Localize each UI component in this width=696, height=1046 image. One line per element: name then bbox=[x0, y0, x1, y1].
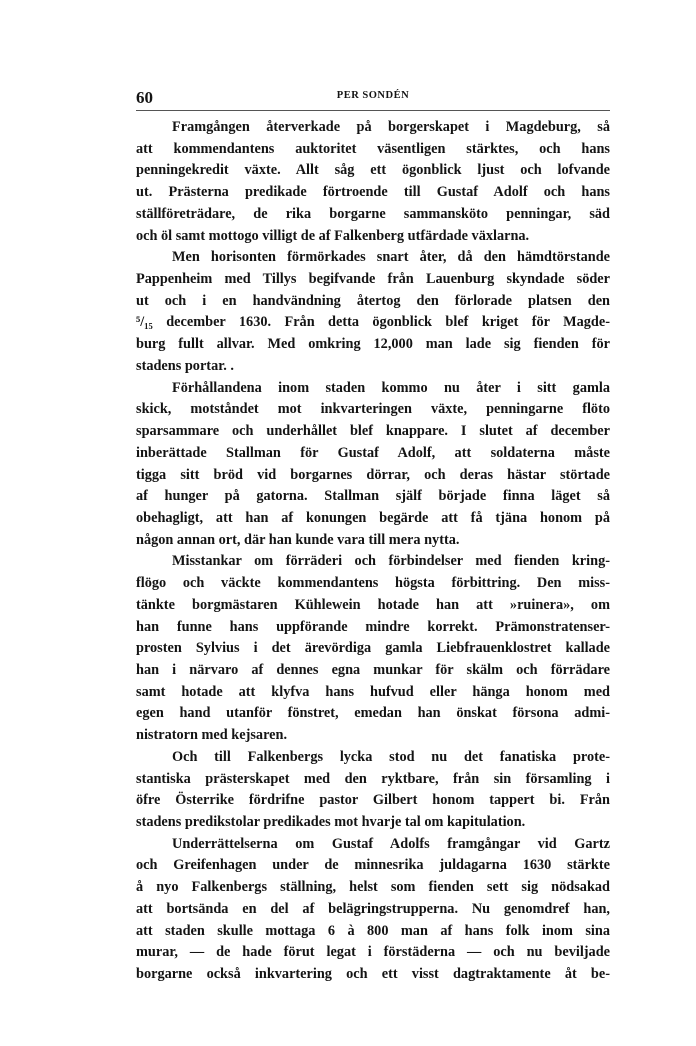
text-line: ⁵/₁₅ december 1630. Från detta ögonblick blef kriget för Magde- bbox=[136, 314, 610, 331]
text-line: Pappenheim med Tillys begifvande från Lauenburg skyndade söder bbox=[136, 271, 610, 288]
text-line: Misstankar om förräderi och förbindelser med fienden kring- bbox=[172, 553, 610, 570]
text-line: och Greifenhagen under de minnesrika juldagarna 1630 stärkte bbox=[136, 857, 610, 874]
text-line: någon annan ort, där han kunde vara till mera nytta. bbox=[136, 531, 460, 548]
text-line: inberättade Stallman för Gustaf Adolf, att soldaterna måste bbox=[136, 444, 610, 461]
text-line: Underrättelserna om Gustaf Adolfs framgångar vid Gartz bbox=[172, 835, 610, 852]
text-line: penningekredit växte. Allt såg ett ögonblick ljust och lofvande bbox=[136, 162, 610, 179]
text-line: stadens predikstolar predikades mot hvarje tal om kapitulation. bbox=[136, 814, 526, 830]
text-line: sparsammare och underhållet blef knappare. I slutet af december bbox=[136, 423, 610, 440]
text-line: att kommendantens auktoritet väsentligen stärktes, och hans bbox=[136, 140, 610, 157]
text-line: Förhållandena inom staden kommo nu åter i sitt gamla bbox=[172, 379, 610, 396]
text-line: prosten Sylvius i det ärevördiga gamla Liebfrauenklostret kallade bbox=[136, 640, 610, 657]
text-line: egen hand utanför fönstret, emedan han önskat försona admi- bbox=[136, 705, 610, 722]
text-line: tänkte borgmästaren Kühlewein hotade han att »ruinera», om bbox=[136, 596, 610, 613]
text-line: murar, — de hade förut legat i förstäderna — och nu beviljade bbox=[136, 944, 610, 961]
text-line: flögo och väckte kommendantens högsta förbittring. Den miss- bbox=[136, 575, 610, 592]
text-line: skick, motståndet mot inkvarteringen växte, penningarne flöto bbox=[136, 401, 610, 418]
body-text bbox=[136, 117, 610, 986]
text-line: tigga sitt bröd vid borgarnes dörrar, och deras hästar störtade bbox=[136, 466, 610, 483]
text-line: Och till Falkenbergs lycka stod nu det fanatiska prote- bbox=[172, 748, 610, 765]
text-line: burg fullt allvar. Med omkring 12,000 man lade sig fienden för bbox=[136, 336, 610, 353]
text-line: öfre Österrike fördrifne pastor Gilbert honom tappert bi. Från bbox=[136, 792, 610, 809]
page-header bbox=[136, 88, 610, 108]
header-rule bbox=[136, 110, 610, 111]
text-line: Men horisonten förmörkades snart åter, då den hämdtörstande bbox=[172, 249, 610, 266]
text-line: af hunger på gatorna. Stallman själf började finna läget så bbox=[136, 488, 610, 505]
text-line: borgarne också inkvartering och ett visst dagtraktamente åt be- bbox=[136, 966, 610, 983]
text-line: Framgången återverkade på borgerskapet i Magdeburg, så bbox=[172, 119, 610, 135]
text-line: obehagligt, att han af konungen begärde att få tjäna honom på bbox=[136, 509, 610, 526]
text-line: han i närvaro af dennes egna munkar för skälm och förrädare bbox=[136, 661, 610, 678]
text-line: stadens portar. . bbox=[136, 357, 234, 374]
text-line: han funne hans uppförande mindre korrekt. Prämonstratenser- bbox=[136, 618, 610, 635]
text-line: nistratorn med kejsaren. bbox=[136, 727, 288, 744]
text-line: ställföreträdare, de rika borgarne sammansköto penningar, säd bbox=[136, 205, 610, 222]
text-line: ut. Prästerna predikade förtroende till Gustaf Adolf och hans bbox=[136, 184, 610, 201]
text-line: å nyo Falkenbergs ställning, helst som fienden sett sig nödsakad bbox=[136, 879, 610, 896]
text-line: samt hotade att klyfva hans hufvud eller hänga honom med bbox=[136, 683, 610, 700]
page-number: 60 bbox=[136, 88, 153, 107]
text-line: att bortsända en del af belägringstrupperna. Nu genomdref han, bbox=[136, 900, 610, 917]
text-line: att staden skulle mottaga 6 à 800 man af hans folk inom sina bbox=[136, 922, 610, 939]
text-line: och öl samt mottogo villigt de af Falkenberg utfärdade växlarna. bbox=[136, 227, 530, 244]
text-line: ut och i en handvändning återtog den förlorade platsen den bbox=[136, 292, 610, 309]
text-line: stantiska prästerskapet med den ryktbare, från sin församling i bbox=[136, 770, 610, 787]
running-head: PER SONDÉN bbox=[336, 90, 410, 101]
